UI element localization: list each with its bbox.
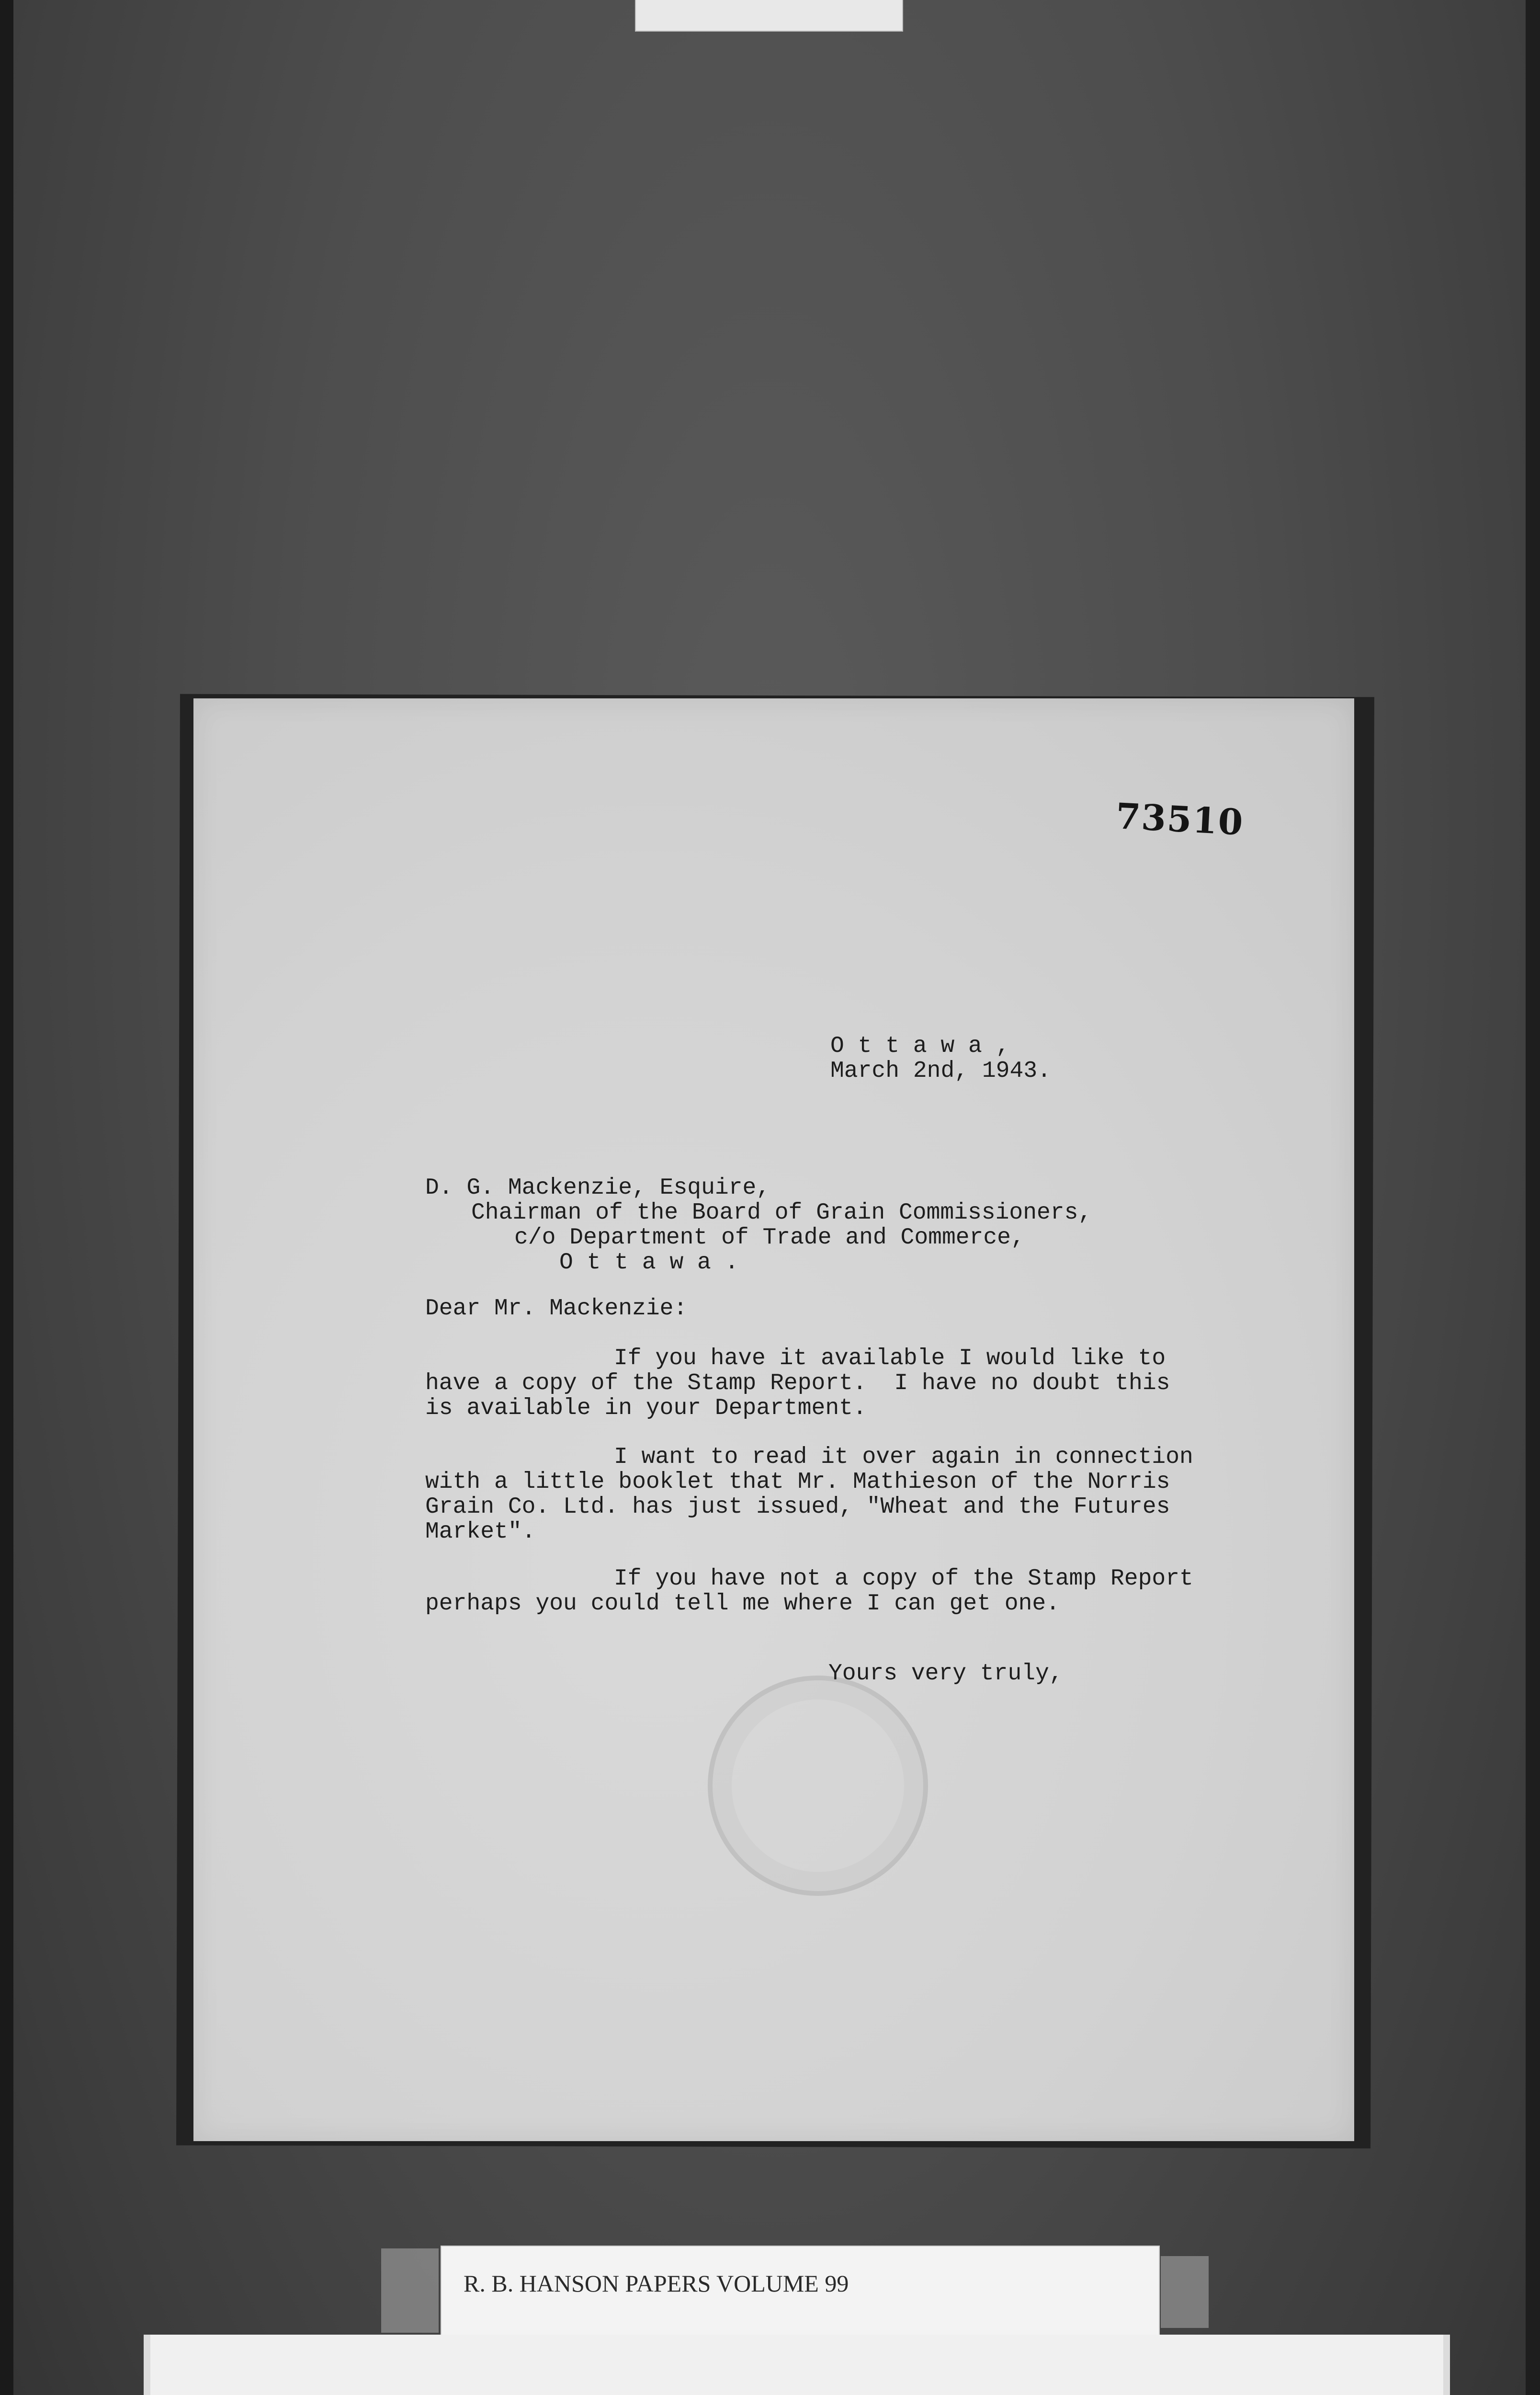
tape-strip-left — [381, 2248, 439, 2333]
letter-date: March 2nd, 1943. — [830, 1058, 1051, 1084]
paragraph1-line3: is available in your Department. — [425, 1395, 867, 1421]
recipient-name: D. G. Mackenzie, Esquire, — [425, 1175, 770, 1201]
recipient-title: Chairman of the Board of Grain Commissioners, — [471, 1200, 1092, 1226]
document-number: 73510 — [1114, 796, 1245, 844]
recipient-city: O t t a w a . — [559, 1250, 739, 1276]
top-paper-tab — [635, 0, 903, 32]
paragraph3-line2: perhaps you could tell me where I can get one. — [425, 1591, 1060, 1617]
paragraph2-line4: Market". — [425, 1519, 536, 1545]
letter-place: O t t a w a , — [830, 1033, 1010, 1059]
paragraph1-line2: have a copy of the Stamp Report. I have no doubt this — [425, 1370, 1170, 1396]
closing: Yours very truly, — [828, 1661, 1063, 1687]
film-edge-left — [0, 0, 13, 2395]
paragraph3-line1: If you have not a copy of the Stamp Report — [614, 1566, 1193, 1592]
film-edge-right — [1526, 0, 1540, 2395]
paragraph2-line3: Grain Co. Ltd. has just issued, "Wheat and the Futures — [425, 1494, 1170, 1520]
paragraph2-line1: I want to read it over again in connection — [614, 1444, 1193, 1470]
salutation: Dear Mr. Mackenzie: — [425, 1296, 688, 1322]
paragraph2-line2: with a little booklet that Mr. Mathieson of the Norris — [425, 1469, 1170, 1495]
volume-label: R. B. HANSON PAPERS VOLUME 99 — [464, 2270, 849, 2297]
recipient-department: c/o Department of Trade and Commerce, — [514, 1225, 1025, 1251]
embossed-seal — [708, 1676, 928, 1896]
tape-strip-right — [1161, 2256, 1209, 2328]
paragraph1-line1: If you have it available I would like to — [614, 1346, 1166, 1371]
archives-card — [144, 2335, 1450, 2395]
